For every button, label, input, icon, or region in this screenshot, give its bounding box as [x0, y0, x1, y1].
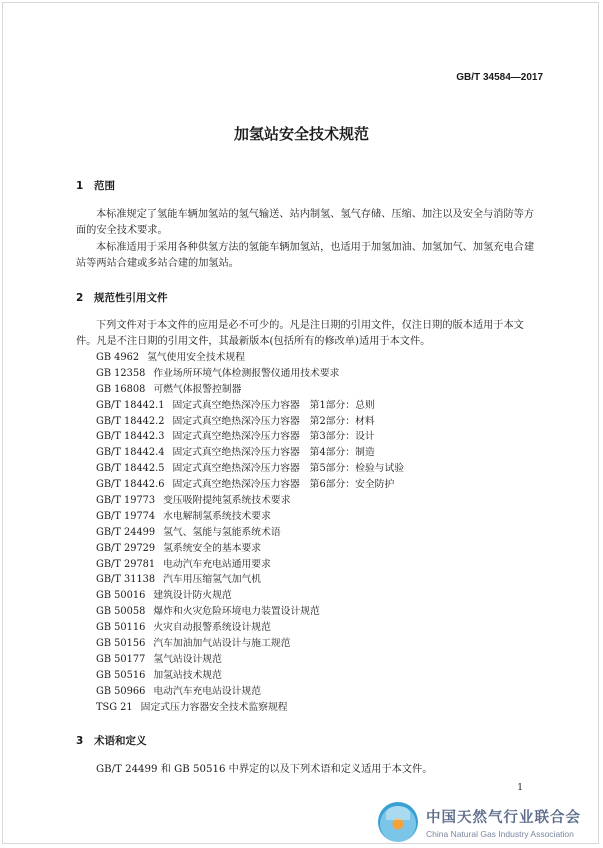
reference-item — [96, 445, 404, 461]
reference-list — [96, 350, 404, 715]
reference-code: GB/T 29729 — [96, 542, 156, 554]
reference-title: 氢系统安全的基本要求 — [163, 542, 262, 554]
standard-code: GB/T 34584—2017 — [456, 72, 543, 83]
association-emblem-icon — [378, 802, 418, 842]
reference-title: 水电解制氢系统技术要求 — [163, 510, 271, 522]
reference-item — [96, 541, 404, 557]
reference-code: GB 50966 — [96, 685, 146, 697]
reference-title: 爆炸和火灾危险环境电力装置设计规范 — [153, 606, 320, 618]
reference-code: GB/T 19773 — [96, 495, 156, 507]
reference-code: GB 50156 — [96, 638, 146, 650]
reference-title: 固定式真空绝热深冷压力容器 第2部分：材料 — [172, 415, 375, 427]
reference-item — [96, 684, 404, 700]
section-title: 范围 — [94, 180, 115, 192]
reference-item — [96, 636, 404, 652]
section-heading-terms-definitions — [76, 733, 147, 748]
reference-item — [96, 652, 404, 668]
reference-code: GB 16808 — [96, 383, 146, 395]
reference-item — [96, 588, 404, 604]
reference-code: GB/T 19774 — [96, 510, 156, 522]
section-number: 2 — [76, 292, 84, 304]
reference-item — [96, 572, 404, 588]
reference-title: 固定式压力容器安全技术监察规程 — [140, 701, 288, 713]
reference-code: GB/T 24499 — [96, 526, 156, 538]
reference-code: GB 50516 — [96, 669, 146, 681]
reference-item — [96, 350, 404, 366]
section-title: 规范性引用文件 — [94, 292, 168, 304]
reference-title: 固定式真空绝热深冷压力容器 第1部分：总则 — [172, 399, 375, 411]
reference-code: GB 50116 — [96, 622, 146, 634]
reference-title: 作业场所环境气体检测报警仪通用技术要求 — [153, 367, 340, 379]
reference-title: 电动汽车充电站通用要求 — [163, 558, 271, 570]
references-intro-paragraph: 下列文件对于本文件的应用是必不可少的。凡是注日期的引用文件，仅注日期的版本适用于本文件。凡是不注日期的引用文件，其最新版本(包括所有的修改单)适用于本文件。 — [76, 320, 524, 347]
logo-text — [426, 806, 581, 839]
reference-item — [96, 493, 404, 509]
scope-paragraph-1: 本标准规定了氢能车辆加氢站的氢气输送、站内制氢、氢气存储、压缩、加注以及安全与消防等方面的安全技术要求。 — [76, 209, 535, 236]
reference-item — [96, 398, 404, 414]
reference-item — [96, 429, 404, 445]
reference-code: TSG 21 — [96, 701, 133, 713]
reference-item — [96, 668, 404, 684]
reference-code: GB 50177 — [96, 653, 146, 665]
reference-code: GB 50016 — [96, 590, 146, 602]
reference-code: GB/T 18442.5 — [96, 463, 165, 475]
reference-title: 变压吸附提纯氢系统技术要求 — [163, 495, 291, 507]
scope-paragraph-2: 本标准适用于采用各种供氢方法的氢能车辆加氢站，也适用于加氢加油、加氢加气、加氢充电合建站等两站合建或多站合建的加氢站。 — [76, 242, 535, 269]
reference-item — [96, 461, 404, 477]
reference-title: 电动汽车充电站设计规范 — [153, 685, 262, 697]
reference-item — [96, 366, 404, 382]
page-number: 1 — [517, 783, 523, 793]
footer-logo — [378, 800, 598, 844]
reference-item — [96, 414, 404, 430]
reference-code: GB/T 31138 — [96, 574, 156, 586]
reference-title: 加氢站技术规范 — [153, 669, 222, 681]
reference-code: GB 50058 — [96, 606, 146, 618]
reference-item — [96, 620, 404, 636]
reference-title: 可燃气体报警控制器 — [153, 383, 242, 395]
reference-item — [96, 382, 404, 398]
reference-title: 固定式真空绝热深冷压力容器 第5部分：检验与试验 — [172, 463, 405, 475]
reference-title: 氢气使用安全技术规程 — [147, 352, 246, 363]
org-name-cn: 中国天然气行业联合会 — [426, 809, 581, 826]
section-number: 3 — [76, 735, 84, 747]
reference-code: GB/T 18442.2 — [96, 415, 165, 427]
reference-title: 固定式真空绝热深冷压力容器 第6部分：安全防护 — [172, 479, 395, 491]
reference-item — [96, 525, 404, 541]
reference-code: GB 4962 — [96, 352, 140, 363]
reference-item — [96, 477, 404, 493]
reference-code: GB/T 18442.6 — [96, 479, 165, 491]
section-title: 术语和定义 — [94, 735, 147, 747]
reference-title: 固定式真空绝热深冷压力容器 第3部分：设计 — [172, 431, 375, 443]
reference-title: 建筑设计防火规范 — [153, 590, 232, 602]
reference-item — [96, 509, 404, 525]
reference-item — [96, 557, 404, 573]
reference-title: 氢气站设计规范 — [153, 653, 222, 665]
reference-title: 固定式真空绝热深冷压力容器 第4部分：制造 — [172, 447, 375, 459]
section-heading-normative-references — [76, 290, 168, 305]
reference-code: GB/T 18442.4 — [96, 447, 165, 459]
document-title: 加氢站安全技术规范 — [233, 125, 369, 143]
section-heading-scope — [76, 178, 115, 193]
reference-title: 氢气、氢能与氢能系统术语 — [163, 526, 281, 538]
reference-code: GB 12358 — [96, 367, 146, 379]
reference-code: GB/T 18442.1 — [96, 399, 165, 411]
reference-item — [96, 700, 404, 716]
section-number: 1 — [76, 180, 84, 192]
reference-code: GB/T 29781 — [96, 558, 156, 570]
reference-title: 火灾自动报警系统设计规范 — [153, 622, 271, 634]
reference-item — [96, 604, 404, 620]
terms-intro-paragraph: GB/T 24499 和 GB 50516 中界定的以及下列术语和定义适用于本文件。 — [96, 764, 433, 775]
reference-code: GB/T 18442.3 — [96, 431, 165, 443]
org-name-en: China Natural Gas Industry Association — [426, 828, 574, 839]
reference-title: 汽车用压缩氢气加气机 — [163, 574, 262, 586]
reference-title: 汽车加油加气站设计与施工规范 — [153, 638, 291, 650]
